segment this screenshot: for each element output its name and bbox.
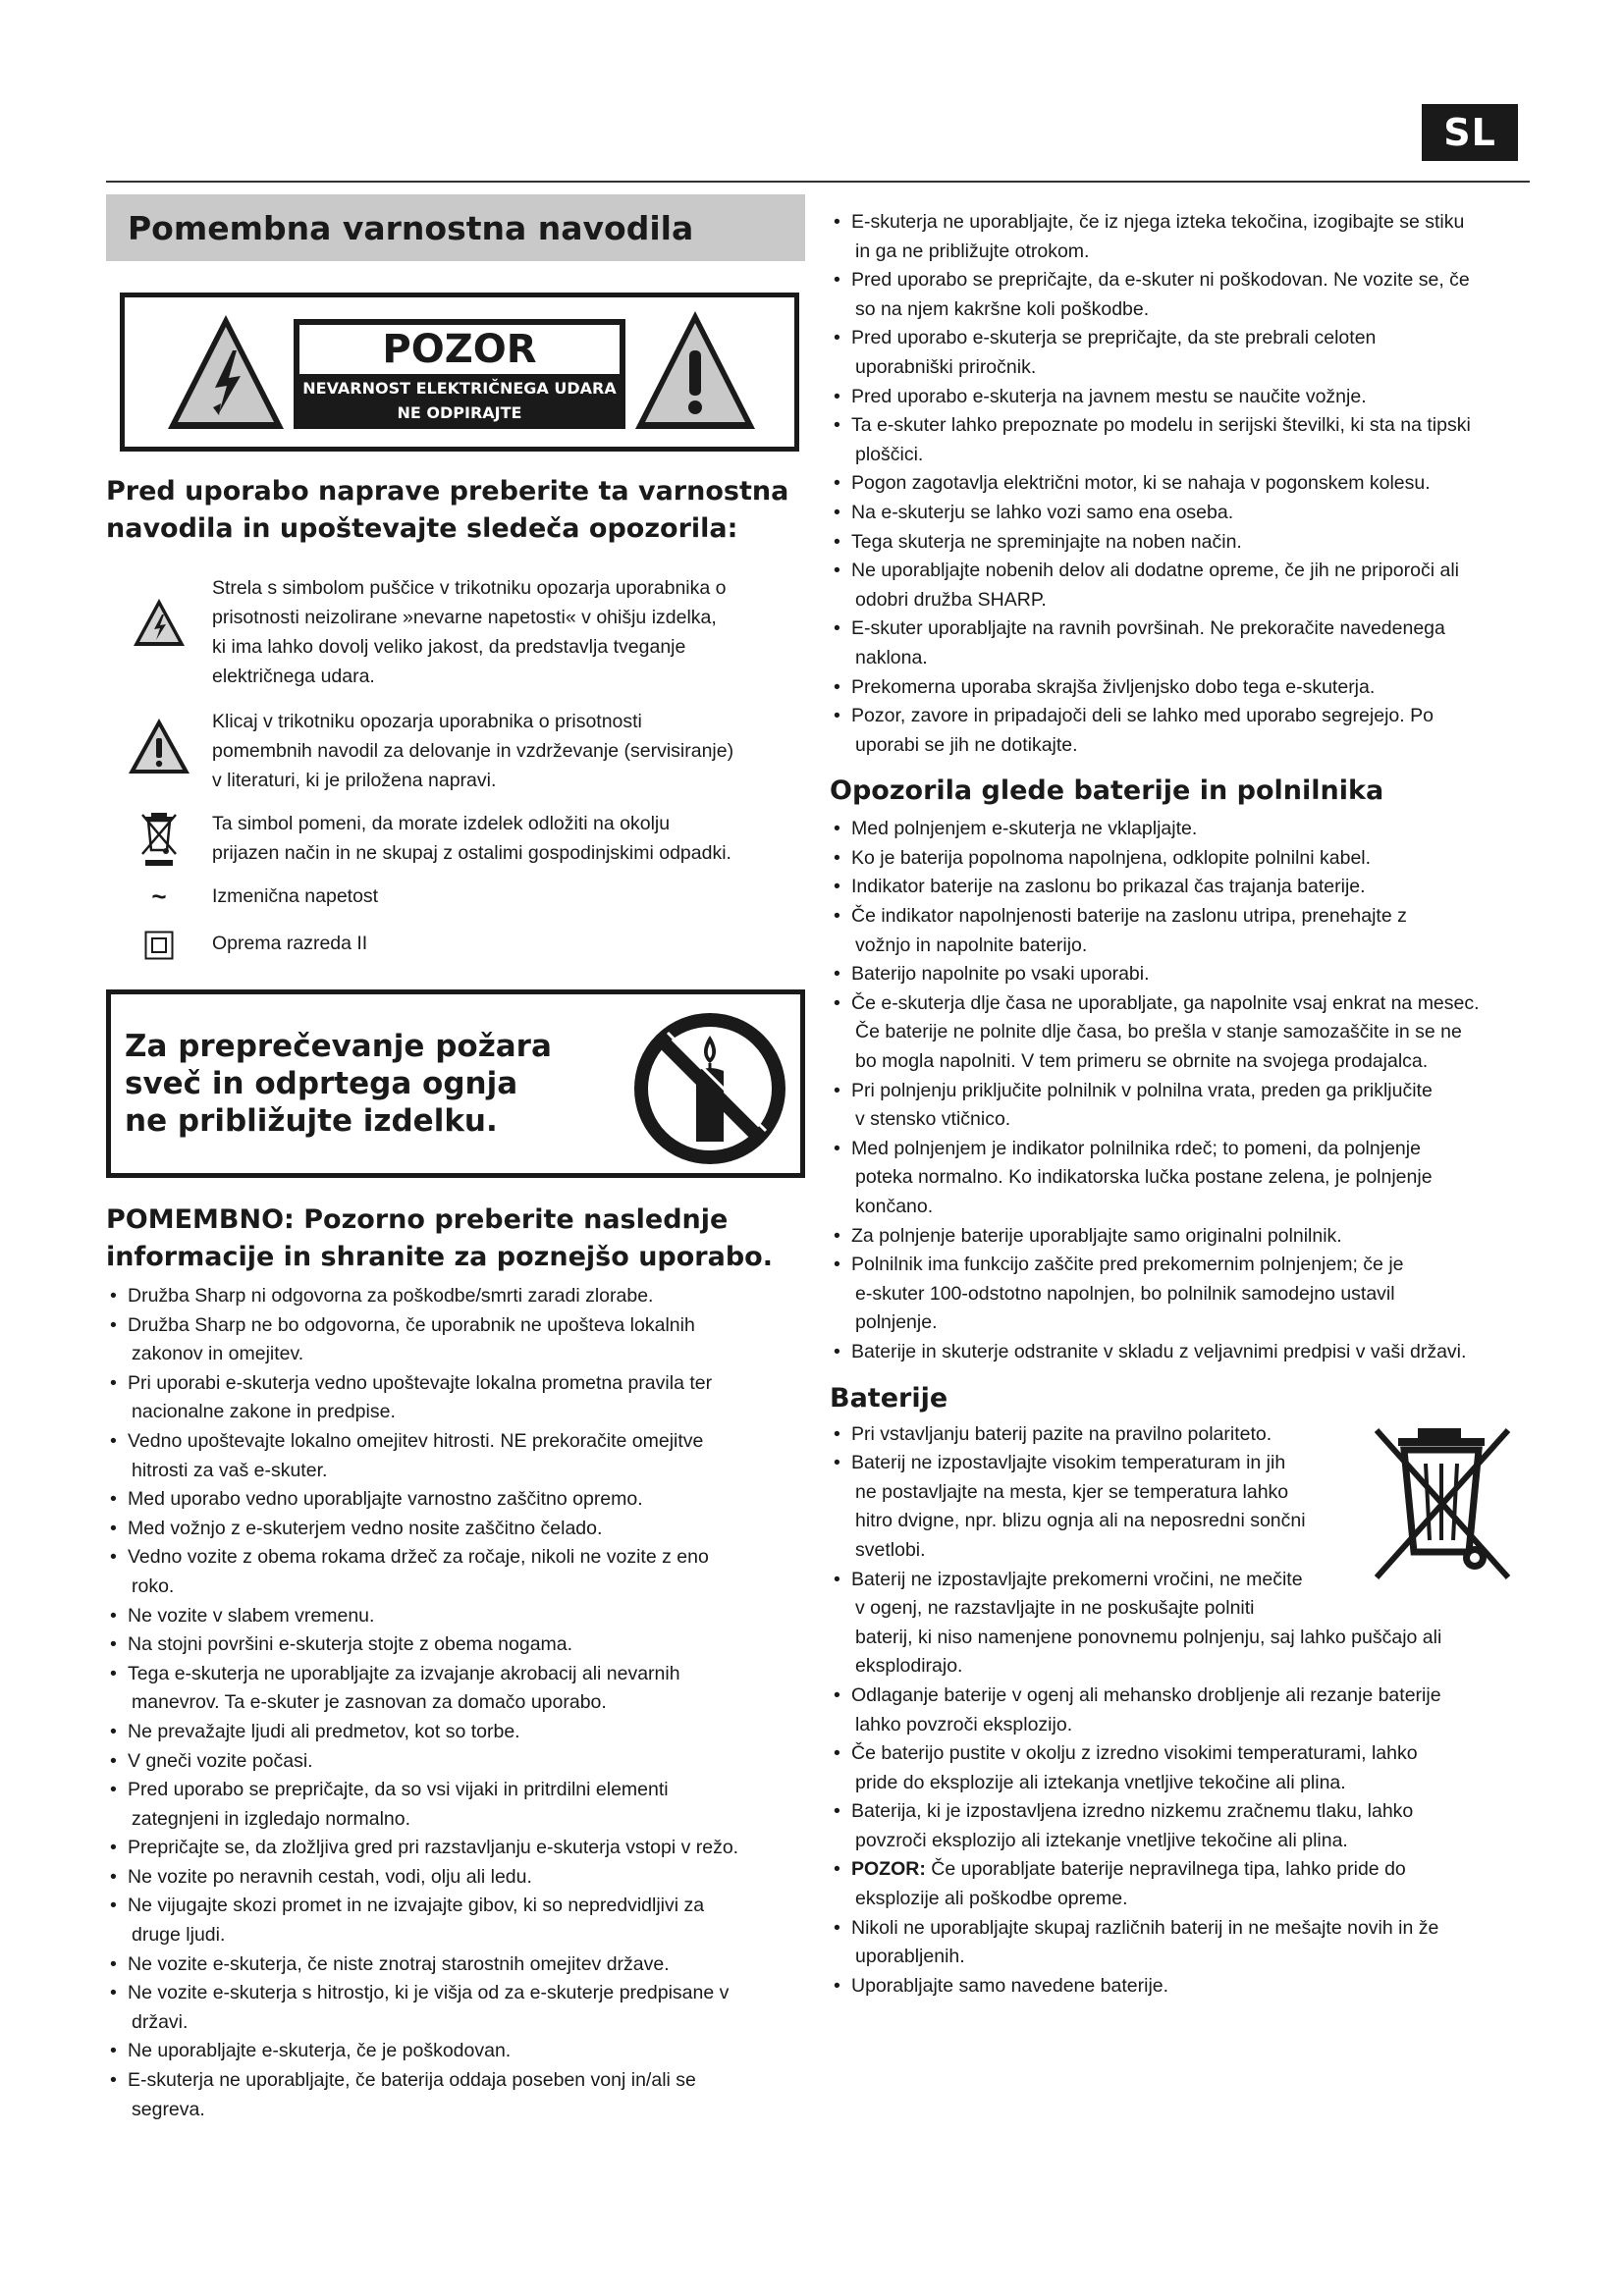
list-item-line: • Tega e-skuterja ne uporabljajte za izvajanje akrobacij ali nevarnih [128,1662,680,1684]
list-item [106,1892,805,1949]
symbol-text-line: pomembnih navodil za delovanje in vzdrževanje (servisiranje) [212,740,734,762]
list-item-line: • Na stojni površini e-skuterja stojte z obema nogama. [128,1633,573,1656]
list-item [830,1972,1532,2002]
caution-panel [294,319,625,429]
list-item [830,673,1532,703]
list-item-line: bo mogla napolniti. V tem primeru se obrnite na svojega prodajalca. [855,1050,1429,1073]
list-item-line: državi. [132,2010,189,2033]
symbol-text-line: Klicaj v trikotniku opozarja uporabnika o prisotnosti [212,711,642,732]
list-item [830,1135,1532,1222]
symbol-text-line: prijazen način in ne skupaj z ostalimi gospodinjskimi odpadki. [212,842,731,864]
list-item-line: • Za polnjenje baterije uporabljajte samo originalni polnilnik. [851,1224,1342,1247]
caution-line-2: NE ODPIRAJTE [397,403,522,422]
pozor-label: POZOR: [851,1858,926,1881]
list-item-line: • Ne vozite po neravnih cestah, vodi, olju ali ledu. [128,1865,532,1888]
list-item-line: • Pri vstavljanju baterij pazite na pravilno polariteto. [851,1422,1272,1445]
list-item [830,1739,1532,1797]
symbol-row-class-ii [106,929,805,960]
important-heading [106,1201,805,1276]
list-item [830,960,1532,989]
intro-heading [106,473,805,548]
left-column [106,194,805,2124]
list-item [106,1602,805,1631]
symbol-text-line: električnega udara. [212,666,375,687]
list-item-line: • Prekomerna uporaba skrajša življenjsko dobo tega e-skuterja. [851,675,1376,698]
list-item-line: druge ljudi. [132,1924,226,1947]
list-item-line: e-skuter 100-odstotno napolnjen, bo polnilnik samodejno ustavil [855,1282,1395,1305]
list-item [830,873,1532,902]
list-item-line: • Pri uporabi e-skuterja vedno upoštevajte lokalna prometna pravila ter [128,1371,713,1394]
list-item [830,324,1532,382]
symbol-row-lightning [106,573,805,691]
list-item [106,2066,805,2124]
list-item-line: • Pozor, zavore in pripadajoči deli se lahko med uporabo segrejejo. Po [851,705,1434,727]
list-item-line: končano. [855,1196,934,1217]
list-item [830,208,1532,266]
list-item-line: hitro dvigne, npr. blizu ognja ali na neposredni sončni [855,1510,1306,1532]
list-item-line: • Med uporabo vedno uporabljajte varnostno zaščitno opremo. [128,1488,643,1511]
list-item [106,1515,805,1544]
caution-label [120,293,799,452]
list-item-line: • E-skuterja ne uporabljajte, če baterija oddaja poseben vonj in/ali se [128,2069,696,2092]
exclamation-triangle-icon [631,307,759,435]
list-item-pozor [830,1855,1532,1913]
list-item-line: v ogenj, ne razstavljajte in ne poskušajte polniti [855,1597,1255,1620]
symbol-text-line: prisotnosti neizolirane »nevarne napetosti« v ohišju izdelka, [212,607,717,628]
list-item-line: eksplozije ali poškodbe opreme. [855,1888,1128,1910]
battery-charger-bullet-list [830,815,1532,1366]
list-item-line: eksplodirajo. [855,1655,963,1678]
right-bullet-list [830,208,1532,760]
symbol-text-line: Ta simbol pomeni, da morate izdelek odložiti na okolju [212,813,671,834]
list-item-line: • Baterija, ki je izpostavljena izredno nizkemu zračnemu tlaku, lahko [851,1800,1414,1823]
list-item [830,411,1532,469]
list-item [106,1834,805,1863]
list-item-line: zategnjeni in izgledajo normalno. [132,1807,411,1830]
list-item [830,815,1532,844]
list-item-line: vožnjo in napolnite baterijo. [855,934,1088,956]
symbol-row-ac [106,881,805,911]
list-item-line: poteka normalno. Ko indikatorska lučka postane zelena, je polnjenje [855,1166,1433,1189]
list-item-line: • Ne uporabljajte e-skuterja, če je poškodovan. [128,2040,512,2062]
list-item-line: in ga ne približujte otrokom. [855,240,1090,262]
list-item-line: • Indikator baterije na zaslonu bo prikazal čas trajanja baterije. [851,876,1366,898]
list-item-line: • Družba Sharp ne bo odgovorna, če uporabnik ne upošteva lokalnih [128,1313,695,1336]
list-item-line: povzroči eksplozijo ali iztekanje vnetljive tekočine ali plina. [855,1829,1348,1851]
page-title: Pomembna varnostna navodila [128,208,694,247]
intro-heading-line: Pred uporabo naprave preberite ta varnostna [106,476,789,507]
list-item [106,1543,805,1601]
list-item [830,1914,1532,1972]
list-item-line: • Ne vijugajte skozi promet in ne izvajajte gibov, ki so nepredvidljivi za [128,1895,705,1917]
list-item [106,1427,805,1485]
list-item-line: • Ne prevažajte ljudi ali predmetov, kot so torbe. [128,1720,520,1742]
list-item [830,1682,1532,1739]
list-item [830,1338,1532,1367]
battery-charger-heading: Opozorila glede baterije in polnilnika [830,775,1384,807]
list-item-line: ne postavljajte na mesta, kjer se temperatura lahko [855,1480,1289,1503]
important-heading-line: POMEMBNO: Pozorno preberite naslednje [106,1204,729,1235]
list-item [106,1718,805,1747]
list-item [830,614,1532,672]
list-item-line: • Baterijo napolnite po vsaki uporabi. [851,963,1150,986]
list-item-line: • Baterij ne izpostavljajte prekomerni vročini, ne mečite [851,1568,1303,1590]
list-item [106,1863,805,1893]
list-item-line: • Prepričajte se, da zložljiva gred pri razstavljanju e-skuterja vstopi v režo. [128,1837,739,1859]
list-item-line: • Na e-skuterju se lahko vozi samo ena oseba. [851,501,1234,523]
list-item [830,1566,1532,1682]
list-item [106,1630,805,1660]
symbol-text-line: Strela s simbolom puščice v trikotniku opozarja uporabnika o [212,577,727,599]
crossed-bin-icon [139,811,179,868]
list-item-line: svetlobi. [855,1538,926,1561]
list-item-line: baterij, ki niso namenjene ponovnemu polnjenju, saj lahko puščajo ali [855,1626,1442,1648]
symbol-text-line: Oprema razreda II [212,933,368,954]
symbol-text-line: Izmenična napetost [212,885,379,907]
list-item-line: • Pred uporabo e-skuterja na javnem mestu se naučite vožnje. [851,385,1367,407]
list-item-line: so na njem kakršne koli poškodbe. [855,297,1150,320]
list-item-line: • Družba Sharp ni odgovorna za poškodbe/smrti zaradi zlorabe. [128,1285,654,1307]
list-item-line: ploščici. [855,443,924,465]
symbol-list [106,573,805,960]
batteries-section [830,1420,1532,2002]
list-item-line: naklona. [855,646,928,668]
list-item [106,1979,805,2037]
list-item-line: • Nikoli ne uporabljajte skupaj različnih baterij in ne mešajte novih in že [851,1916,1439,1939]
list-item-line: • E-skuterja ne uporabljajte, če iz njega izteka tekočina, izogibajte se stiku [851,211,1465,233]
lightning-triangle-icon [132,597,187,648]
list-item-line: roko. [132,1575,175,1597]
ac-tilde-icon: ~ [151,881,167,911]
list-item-line: • Ne vozite e-skuterja s hitrostjo, ki je višja od za e-skuterje predpisane v [128,1982,730,2004]
list-item-line: • Ne uporabljajte nobenih delov ali dodatne opreme, če jih ne priporoči ali [851,560,1459,582]
list-item-line: • Ne vozite e-skuterja, če niste znotraj starostnih omejitev države. [128,1952,670,1975]
list-item [830,989,1532,1077]
list-item-line: uporabi se jih ne dotikajte. [855,733,1078,756]
list-item-line: • V gneči vozite počasi. [128,1749,313,1772]
list-item-line: • Če e-skuterja dlje časa ne uporabljate, ga napolnite vsaj enkrat na mesec. [851,991,1480,1014]
list-item [106,1311,805,1369]
batteries-bullet-list [830,1420,1532,2002]
list-item [830,902,1532,960]
fire-warning-line: Za preprečevanje požara [125,1029,552,1064]
list-item-line: manevrov. Ta e-skuter je zasnovan za domačo uporabo. [132,1691,607,1714]
symbol-text-line: ki ima lahko dovolj veliko jakost, da predstavlja tveganje [212,636,686,658]
list-item-line: • Med polnjenjem je indikator polnilnika rdeč; to pomeni, da polnjenje [851,1137,1421,1159]
list-item-line: nacionalne zakone in predpise. [132,1401,396,1423]
list-item-line: • Ko je baterija popolnoma napolnjena, odklopite polnilni kabel. [851,846,1372,869]
list-item-line: • E-skuter uporabljajte na ravnih površinah. Ne prekoračite navedenega [851,617,1445,640]
exclamation-triangle-icon [127,717,191,775]
list-item-line: • Baterije in skuterje odstranite v skladu z veljavnimi predpisi v vaši državi. [851,1340,1467,1362]
caution-line-1: NEVARNOST ELEKTRIČNEGA UDARA [302,379,617,398]
list-item [106,1660,805,1718]
list-item [830,1251,1532,1338]
list-item-line: • Če baterijo pustite v okolju z izredno visokimi temperaturami, lahko [851,1742,1418,1765]
list-item [106,1747,805,1777]
list-item-line: polnjenje. [855,1311,938,1334]
list-item-line: odobri družba SHARP. [855,588,1047,611]
list-item [106,1950,805,1980]
list-item [830,266,1532,324]
list-item-line: • Tega skuterja ne spreminjajte na noben način. [851,530,1242,553]
caution-word: POZOR [299,325,620,374]
important-heading-line: informacije in shranite za poznejšo uporabo. [106,1242,773,1272]
list-item-line: • Pred uporabo se prepričajte, da e-skuter ni poškodovan. Ne vozite se, če [851,269,1470,292]
fire-warning-text [125,1028,552,1140]
list-item [830,383,1532,412]
list-item-line: • Med polnjenjem e-skuterja ne vklapljajte. [851,818,1198,840]
list-item-line: • Pred uporabo se prepričajte, da so vsi vijaki in pritrdilni elementi [128,1779,669,1801]
list-item-line [851,1855,1532,1885]
symbol-row-exclamation [106,707,805,795]
list-item [830,1797,1532,1855]
list-item-line: • Vedno vozite z obema rokama držeč za ročaje, nikoli ne vozite z eno [128,1546,709,1569]
list-item [830,844,1532,874]
list-item [830,702,1532,760]
title-bar [106,194,805,261]
list-item [106,1282,805,1311]
pozor-text: Če uporabljate baterije nepravilnega tipa, lahko pride do [925,1858,1406,1881]
list-item-line: • Ne vozite v slabem vremenu. [128,1604,375,1627]
list-item-line: uporabniški priročnik. [855,355,1037,378]
symbol-row-weee [106,809,805,868]
right-column [830,208,1532,2001]
list-item-line: • Če indikator napolnjenosti baterije na zaslonu utripa, prenehajte z [851,905,1407,928]
list-item [106,1369,805,1427]
list-item [830,1222,1532,1252]
list-item [830,1077,1532,1135]
list-item [830,1449,1532,1565]
list-item-line: • Odlaganje baterije v ogenj ali mehansko drobljenje ali rezanje baterije [851,1683,1441,1706]
fire-warning-line: sveč in odprtega ognja [125,1066,518,1101]
symbol-text-line: v literaturi, ki je priložena napravi. [212,770,497,791]
language-badge: SL [1422,104,1518,161]
left-bullet-list [106,1282,805,2124]
batteries-heading: Baterije [830,1382,948,1414]
list-item-line: lahko povzroči eksplozijo. [855,1713,1073,1735]
list-item [830,499,1532,528]
list-item-line: uporabljenih. [855,1946,965,1968]
no-candle-icon [631,1010,788,1167]
fire-warning-line: ne približujte izdelku. [125,1103,498,1139]
class-ii-icon [144,931,174,960]
caution-subtext [294,376,625,425]
list-item-line: v stensko vtičnico. [855,1108,1011,1131]
list-item-line: • Ta e-skuter lahko prepoznate po modelu in serijski številki, ki sta na tipski [851,414,1471,437]
list-item-line: • Baterij ne izpostavljajte visokim temperaturam in jih [851,1452,1286,1474]
list-item [830,528,1532,558]
list-item-line: • Pri polnjenju priključite polnilnik v polnilna vrata, preden ga priključite [851,1079,1433,1101]
list-item [830,469,1532,499]
header-rule [106,181,1530,183]
intro-heading-line: navodila in upoštevajte sledeča opozorila: [106,513,738,544]
list-item-line: • Pogon zagotavlja električni motor, ki se nahaja v pogonskem kolesu. [851,472,1431,495]
list-item [106,1485,805,1515]
list-item-line: • Uporabljajte samo navedene baterije. [851,1974,1169,1997]
list-item [830,1420,1532,1450]
list-item-line: hitrosti za vaš e-skuter. [132,1459,328,1481]
list-item [106,1776,805,1834]
list-item [106,2037,805,2066]
list-item-line: pride do eksplozije ali iztekanja vnetljive tekočine ali plina. [855,1771,1346,1793]
list-item-line: zakonov in omejitev. [132,1343,304,1365]
list-item-line: Če baterije ne polnite dlje časa, bo prešla v stanje samozaščite in se ne [855,1021,1462,1043]
list-item-line: • Vedno upoštevajte lokalno omejitev hitrosti. NE prekoračite omejitve [128,1429,704,1452]
list-item-line: • Med vožnjo z e-skuterjem vedno nosite zaščitno čelado. [128,1517,603,1539]
list-item-line: • Polnilnik ima funkcijo zaščite pred prekomernim polnjenjem; če je [851,1254,1404,1276]
list-item-line: segreva. [132,2098,205,2120]
list-item [830,557,1532,614]
lightning-triangle-icon [164,311,288,433]
list-item-line: • Pred uporabo e-skuterja se prepričajte, da ste prebrali celoten [851,327,1377,349]
fire-warning-box [106,989,805,1178]
